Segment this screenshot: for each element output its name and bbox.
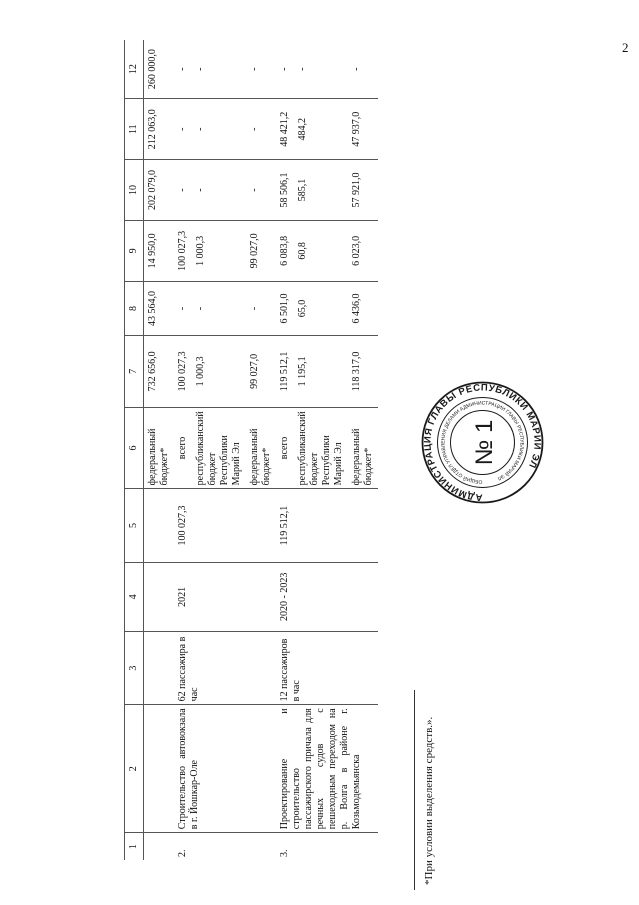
value-cell: 14 950,0: [144, 220, 175, 281]
value-cell: 484,2: [294, 99, 348, 160]
value-cell: -: [174, 160, 192, 221]
capacity: 62 пассажира в час: [174, 631, 276, 704]
value-cell: 48 421,2: [276, 99, 294, 160]
value-cell: 57 921,0: [348, 160, 378, 221]
value-cell: -: [297, 67, 308, 71]
value-cell: 585,1: [294, 160, 348, 221]
rotated-table-block: [124, 40, 444, 860]
row-number: 2.: [174, 833, 276, 860]
value-cell: -: [174, 99, 192, 160]
header-row: [125, 40, 144, 860]
header-cell-4: 4: [125, 562, 144, 631]
seal-center-number: № 1: [471, 419, 498, 466]
value-cell: 6 083,8: [276, 220, 294, 281]
footnote: *При условии выделения средств.».: [423, 716, 435, 885]
estimated-cost: 100 027,3: [174, 489, 276, 562]
funding-source: всего: [174, 407, 192, 489]
value-cell: 6 436,0: [348, 281, 378, 336]
table-row: [276, 40, 294, 860]
value-cell: -: [174, 281, 192, 336]
value-cell: -: [249, 67, 260, 71]
header-cell-3: 3: [125, 631, 144, 704]
value-cell: 99 027,0: [246, 220, 276, 281]
seal-inner-text: ОБЩИЙ ОТДЕЛ УПРАВЛЕНИЯ ДЕЛАМИ АДМИНИСТРАЦИИ ГЛАВЫ РЕСПУБЛИКИ МАРИЙ ЭЛ: [440, 400, 525, 485]
value-cell: 100 027,3: [174, 220, 192, 281]
investment-table: [124, 40, 378, 860]
value-cell: -: [351, 67, 362, 71]
value-cell: -: [279, 67, 290, 71]
continuation-row: [144, 40, 175, 860]
funding-source: республиканский бюджет Республики Марий Эл: [192, 407, 246, 489]
value-cell: 60,8: [294, 220, 348, 281]
funding-source: федеральный бюджет*: [144, 407, 175, 489]
value-cell: 47 937,0: [348, 99, 378, 160]
value-cell: -: [195, 67, 206, 71]
value-cell: -: [246, 281, 276, 336]
row-number: 3.: [276, 833, 378, 860]
value-cell: 732 656,0: [144, 336, 175, 407]
header-cell-1: 1: [125, 833, 144, 860]
value-cell: -: [192, 99, 246, 160]
funding-source: федеральный бюджет*: [246, 407, 276, 489]
value-cell: 65,0: [294, 281, 348, 336]
value-cell: -: [246, 99, 276, 160]
value-cell: 119 512,1: [276, 336, 294, 407]
value-cell: -: [177, 67, 188, 71]
official-seal: [420, 380, 545, 505]
object-name: Проектирование и строительство пассажирского причала для речных судов с пешеходным переходом на р. Волга в районе г. Козьмодемьянска: [276, 705, 378, 833]
value-cell: -: [246, 160, 276, 221]
value-cell: 212 063,0: [144, 99, 175, 160]
header-cell-6: 6: [125, 407, 144, 489]
footnote-divider: [414, 690, 415, 890]
value-cell: 99 027,0: [246, 336, 276, 407]
construction-period: 2021: [174, 562, 276, 631]
header-cell-12: 12: [125, 40, 144, 99]
value-cell: 43 564,0: [144, 281, 175, 336]
estimated-cost: 119 512,1: [276, 489, 378, 562]
capacity: 12 пассажиров в час: [276, 631, 378, 704]
header-cell-8: 8: [125, 281, 144, 336]
value-cell: 58 506,1: [276, 160, 294, 221]
header-cell-7: 7: [125, 336, 144, 407]
object-name: Строительство автовокзала в г. Йошкар-Оле: [174, 705, 276, 833]
construction-period: 2020 - 2023: [276, 562, 378, 631]
seal-outer-text: АДМИНИСТРАЦИЯ ГЛАВЫ РЕСПУБЛИКИ МАРИЙ ЭЛ: [422, 382, 543, 503]
value-cell: 1 195,1: [294, 336, 348, 407]
header-cell-10: 10: [125, 160, 144, 221]
value-cell: 1 000,3: [192, 336, 246, 407]
header-cell-5: 5: [125, 489, 144, 562]
value-cell: -: [192, 281, 246, 336]
value-cell: 260 000,0: [147, 49, 158, 90]
table-row: [174, 40, 192, 860]
header-cell-9: 9: [125, 220, 144, 281]
value-cell: 202 079,0: [144, 160, 175, 221]
funding-source: республиканский бюджет Республики Марий Эл: [294, 407, 348, 489]
value-cell: 100 027,3: [174, 336, 192, 407]
value-cell: 6 501,0: [276, 281, 294, 336]
funding-source: федеральный бюджет*: [348, 407, 378, 489]
header-cell-11: 11: [125, 99, 144, 160]
value-cell: -: [192, 160, 246, 221]
value-cell: 6 023,0: [348, 220, 378, 281]
value-cell: 118 317,0: [348, 336, 378, 407]
funding-source: всего: [276, 407, 294, 489]
header-cell-2: 2: [125, 705, 144, 833]
page-number: 2: [622, 40, 629, 55]
value-cell: 1 000,3: [192, 220, 246, 281]
